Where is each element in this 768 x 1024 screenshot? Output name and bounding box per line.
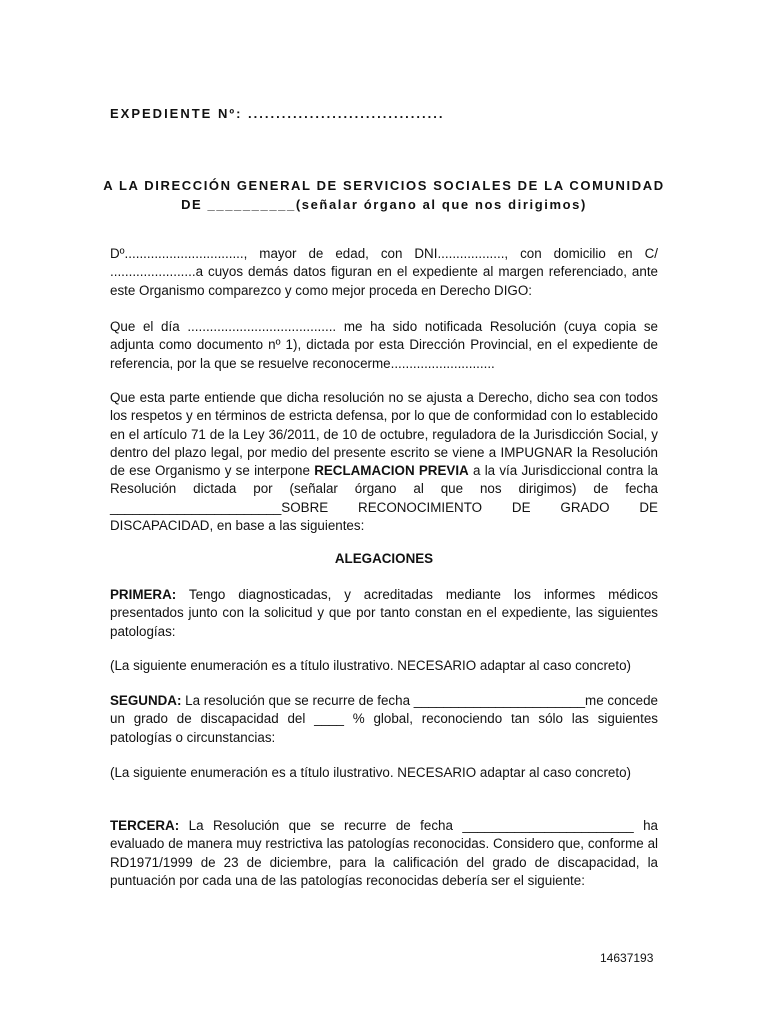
alegacion-primera [110, 586, 658, 641]
primera-text: Tengo diagnosticadas, y acreditadas mediante los informes médicos presentados junto con la solicitud y que por tanto constan en el expediente, las siguientes patologías: [110, 587, 658, 639]
alegacion-tercera [110, 817, 658, 890]
reclamacion-previa-bold: RECLAMACION PREVIA [314, 463, 469, 479]
impugnation-text-b: a la vía Jurisdiccional contra la Resolución dictada por (señalar órgano al que nos dirigimos) de fecha _______________________SOBRE RECONOCIMIENTO DE GRADO DE DISCAPACIDAD, en base a las siguientes: [110, 463, 659, 534]
tercera-text: La Resolución que se recurre de fecha _______________________ ha evaluado de manera muy restrictiva las patologías reconocidas. Considero que, conforme al RD1971/1999 de 23 de diciembre, para la calificación del grado de discapacidad, la puntuación por cada una de las patologías reconocidas debería ser el siguiente: [110, 818, 658, 888]
alegacion-segunda [110, 692, 658, 747]
segunda-text: La resolución que se recurre de fecha _______________________me concede un grado de discapacidad del ____ % global, reconociendo tan sólo las siguientes patologías o circunstancias: [110, 693, 658, 745]
alegaciones-title: ALEGACIONES [334, 551, 434, 566]
heading-line-2: DE __________(señalar órgano al que nos dirigimos) [181, 197, 587, 212]
heading-line-1: A LA DIRECCIÓN GENERAL DE SERVICIOS SOCIALES DE LA COMUNIDAD [103, 178, 665, 193]
paragraph-identification: Dº................................, mayor de edad, con DNI.................., con domicilio en C/ .......................a cuyos demás datos figuran en el expediente al margen referenciado, ante este Organismo comparezco y como mejor proceda en Derecho DIGO: [110, 246, 658, 298]
note-illustrative-2: (La siguiente enumeración es a título ilustrativo. NECESARIO adaptar al caso concreto) [110, 765, 632, 780]
document-heading [100, 176, 668, 214]
primera-label: PRIMERA: [110, 587, 177, 602]
tercera-label: TERCERA: [110, 818, 180, 833]
expediente-number: EXPEDIENTE Nº: ................................... [110, 106, 445, 121]
segunda-label: SEGUNDA: [110, 693, 182, 708]
paragraph-notification: Que el día ........................................ me ha sido notificada Resolución (cuya copia se adjunta como documento nº 1), dictada por esta Dirección Provincial, en el expediente de referencia, por la que se resuelve reconocerme............................ [110, 319, 658, 371]
note-illustrative-1: (La siguiente enumeración es a título ilustrativo. NECESARIO adaptar al caso concreto) [110, 658, 632, 673]
impugnation-text-a: Que esta parte entiende que dicha resolución no se ajusta a Derecho, dicho sea con todos los respetos y en términos de estricta defensa, por lo que de conformidad con lo establecido en el artículo 71 de la Ley 36/2011, de 10 de octubre, reguladora de la Jurisdicción Social, y dentro del plazo legal, por medio del presente escrito se viene a IMPUGNAR la Resolución de ese Organismo y se interpone [110, 390, 658, 479]
paragraph-impugnation [110, 389, 658, 535]
document-id: 14637193 [600, 951, 654, 965]
